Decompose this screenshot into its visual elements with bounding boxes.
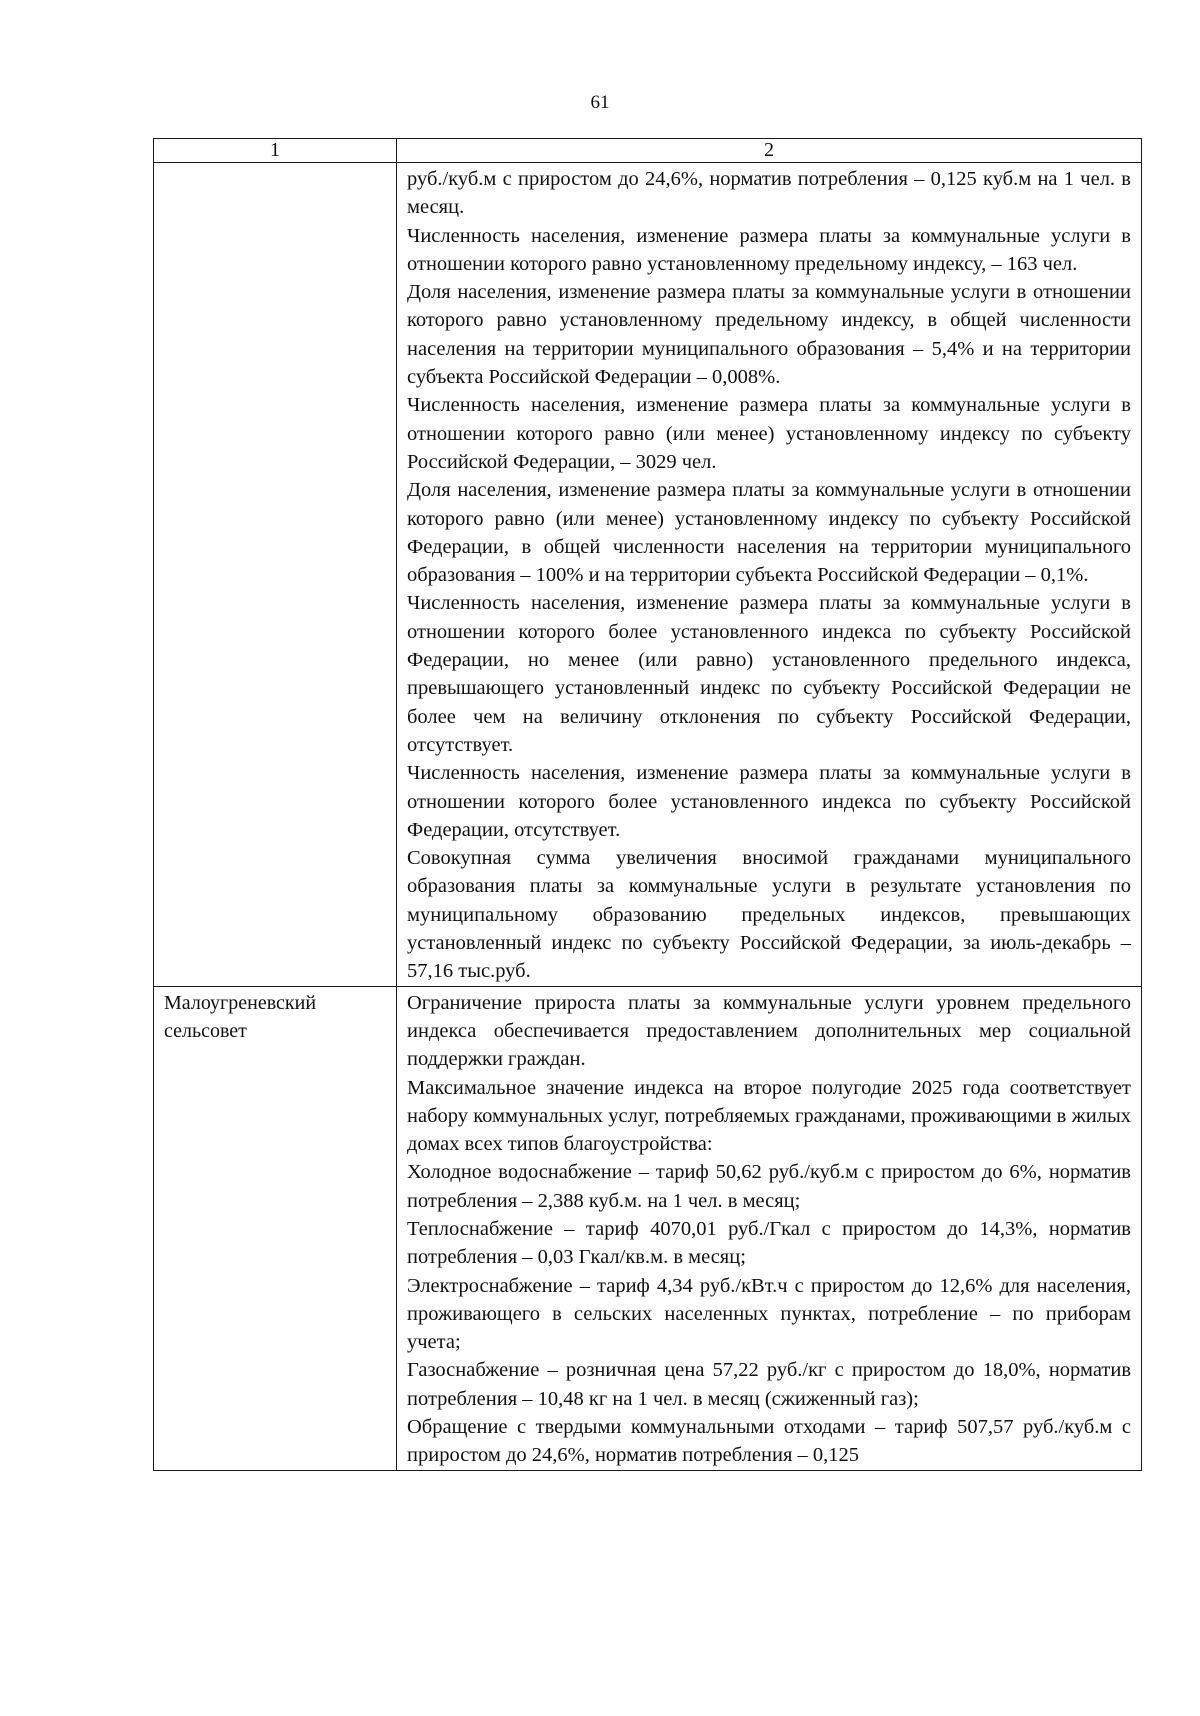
paragraph: Численность населения, изменение размера платы за коммунальные услуги в отношении которого более установленного индекса по субъекту Российской Федерации, отсутствует. (407, 762, 1131, 841)
column-header-2: 2 (397, 139, 1142, 163)
description-cell (397, 163, 1142, 987)
paragraph: Максимальное значение индекса на второе полугодие 2025 года соответствует набору коммунальных услуг, потребляемых гражданами, проживающими в жилых домах всех типов благоустройства: (407, 1076, 1131, 1156)
paragraph: руб./куб.м с приростом до 24,6%, норматив потребления – 0,125 куб.м на 1 чел. в месяц. (407, 168, 1131, 219)
page-number: 61 (590, 92, 610, 113)
paragraph: Совокупная сумма увеличения вносимой гражданами муниципального образования платы за коммунальные услуги в результате установления по муниципальному образованию предельных индексов, превышающих установленный индекс по субъекту Российской Федерации, за июль-декабрь – 57,16 тыс.руб. (407, 847, 1131, 983)
table-header-row (154, 139, 1142, 163)
table-row (154, 163, 1142, 987)
paragraph: Численность населения, изменение размера платы за коммунальные услуги в отношении которого более установленного индекса по субъекту Российской Федерации, но менее (или равно) установленного предельного индекса, превышающего установленный индекс по субъекту Российской Федерации не более чем на величину отклонения по субъекту Российской Федерации, отсутствует. (407, 592, 1131, 756)
paragraph: Доля населения, изменение размера платы за коммунальные услуги в отношении которого равно (или менее) установленному индексу по субъекту Российской Федерации, в общей численности населения на территории муниципального образования – 100% и на территории субъекта Российской Федерации – 0,1%. (407, 479, 1131, 587)
description-cell (397, 986, 1142, 1470)
indices-table (153, 138, 1142, 1471)
paragraph: Численность населения, изменение размера платы за коммунальные услуги в отношении которого равно установленному предельному индексу, – 163 чел. (407, 224, 1131, 275)
table-row (154, 986, 1142, 1470)
paragraph: Численность населения, изменение размера платы за коммунальные услуги в отношении которого равно (или менее) установленному индексу по субъекту Российской Федерации, – 3029 чел. (407, 394, 1131, 473)
paragraph: Обращение с твердыми коммунальными отходами – тариф 507,57 руб./куб.м с приростом до 24,6%, норматив потребления – 0,125 (407, 1416, 1131, 1467)
municipality-name-cell: Малоугреневский сельсовет (154, 986, 397, 1470)
paragraph: Ограничение прироста платы за коммунальные услуги уровнем предельного индекса обеспечивается предоставлением дополнительных мер социальной поддержки граждан. (407, 991, 1131, 1071)
paragraph: Электроснабжение – тариф 4,34 руб./кВт.ч с приростом до 12,6% для населения, проживающего в сельских населенных пунктах, потребление – по приборам учета; (407, 1274, 1131, 1354)
column-header-1: 1 (154, 139, 397, 163)
paragraph: Газоснабжение – розничная цена 57,22 руб./кг с приростом до 18,0%, норматив потребления – 10,48 кг на 1 чел. в месяц (сжиженный газ); (407, 1359, 1131, 1410)
paragraph: Теплоснабжение – тариф 4070,01 руб./Гкал с приростом до 14,3%, норматив потребления – 0,03 Гкал/кв.м. в месяц; (407, 1217, 1131, 1269)
paragraph: Доля населения, изменение размера платы за коммунальные услуги в отношении которого равно установленному предельному индексу, в общей численности населения на территории муниципального образования – 5,4% и на территории субъекта Российской Федерации – 0,008%. (407, 281, 1131, 389)
paragraph: Холодное водоснабжение – тариф 50,62 руб./куб.м с приростом до 6%, норматив потребления – 2,388 куб.м. на 1 чел. в месяц; (407, 1161, 1131, 1212)
municipality-name-cell (154, 163, 397, 987)
